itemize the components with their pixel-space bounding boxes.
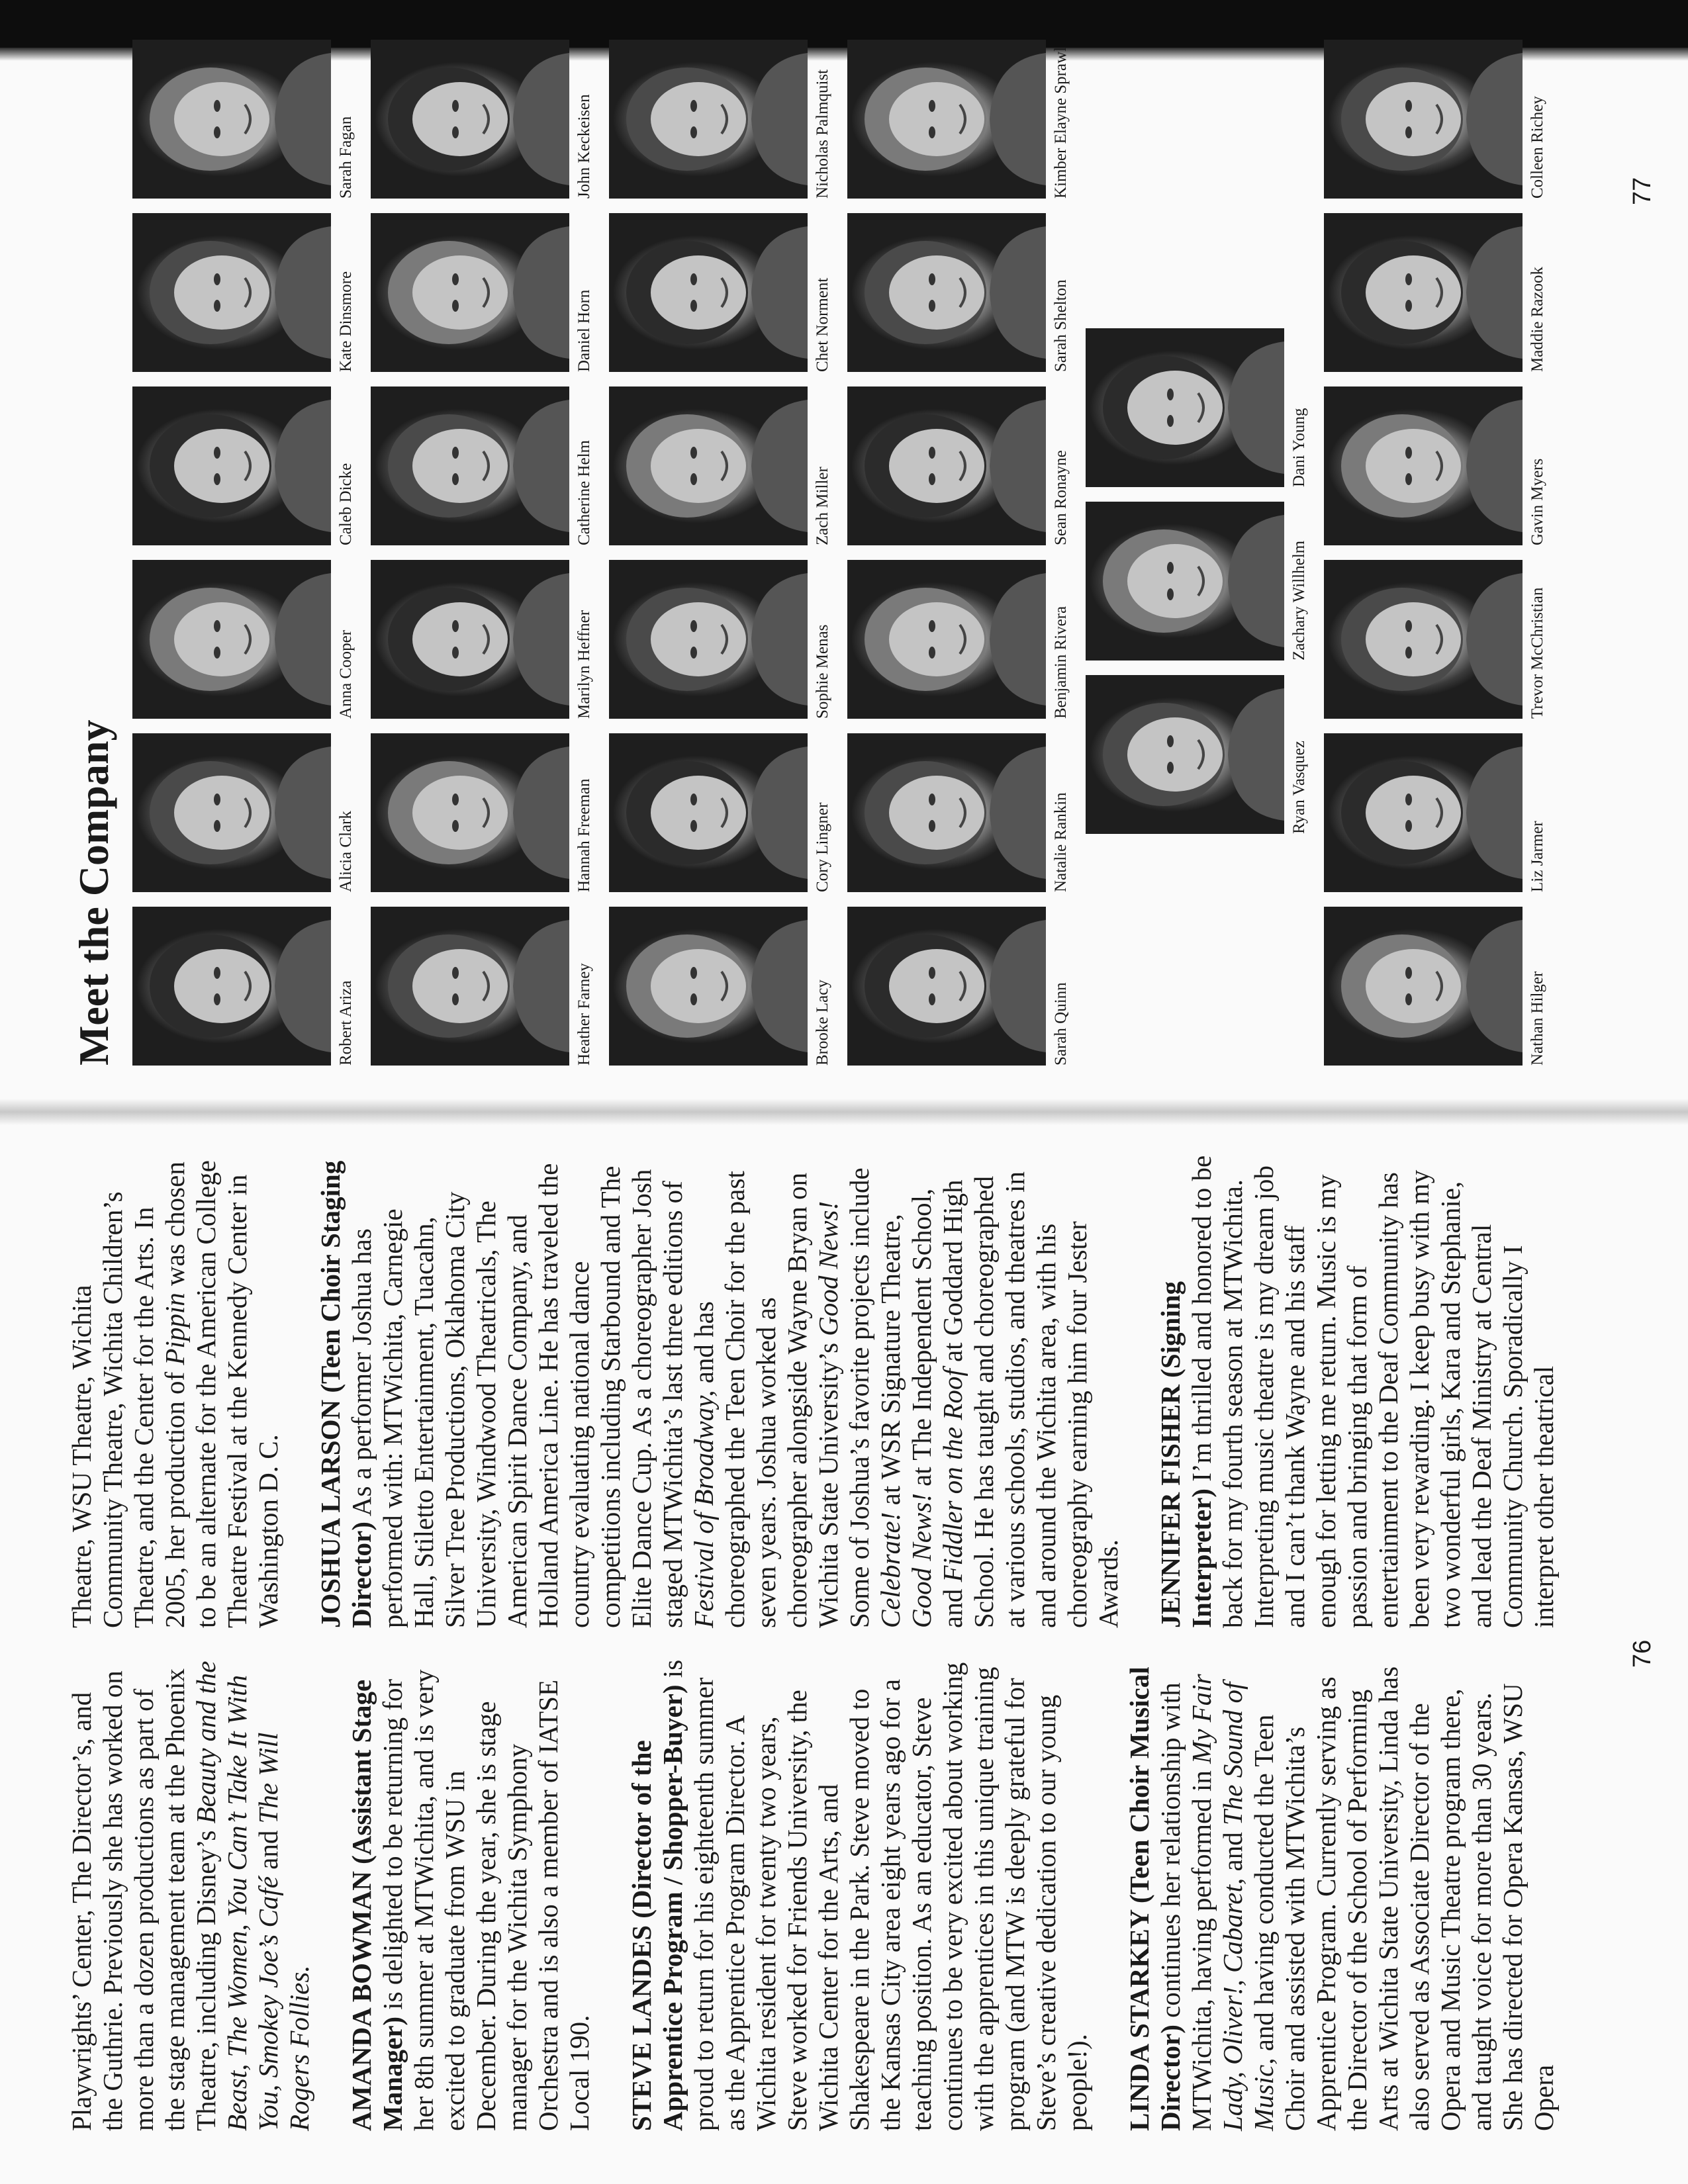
face-shape: [889, 776, 984, 850]
portrait-silhouette-icon: [1324, 733, 1523, 892]
headshot-name: Brooke Lacy: [814, 979, 831, 1066]
eye-shape: [452, 967, 459, 979]
eye-shape: [929, 100, 935, 112]
headshot-card: [847, 40, 1071, 199]
eye-shape: [214, 100, 220, 112]
headshot-card: [1086, 328, 1309, 487]
shoulders-shape: [275, 400, 331, 532]
headshot-card: [132, 907, 356, 1066]
headshot-card: [132, 40, 356, 199]
portrait-silhouette-icon: [132, 213, 331, 372]
face-shape: [412, 949, 508, 1023]
eye-shape: [1405, 100, 1412, 112]
shoulders-shape: [275, 53, 331, 185]
portrait-silhouette-icon: [847, 213, 1046, 372]
portrait-silhouette-icon: [847, 387, 1046, 545]
headshot-card: [371, 387, 594, 545]
shoulders-shape: [990, 53, 1046, 185]
portrait-silhouette-icon: [132, 387, 331, 545]
eye-shape: [452, 273, 459, 285]
portrait-silhouette-icon: [609, 387, 808, 545]
headshot-name: Catherine Helm: [575, 440, 593, 545]
headshot-name: Cory Lingner: [814, 802, 831, 892]
portrait-silhouette-icon: [1324, 40, 1523, 199]
shoulders-shape: [990, 747, 1046, 879]
shoulders-shape: [751, 53, 808, 185]
eye-shape: [929, 126, 935, 138]
headshot-photo: [847, 387, 1046, 545]
face-shape: [889, 82, 984, 156]
eye-shape: [214, 447, 220, 459]
headshot-photo: [132, 387, 331, 545]
portrait-silhouette-icon: [609, 213, 808, 372]
headshot-photo: [132, 560, 331, 719]
eye-shape: [1167, 388, 1174, 400]
eye-shape: [214, 273, 220, 285]
headshot-card: [132, 213, 356, 372]
headshot-name: Sarah Shelton: [1052, 279, 1070, 372]
face-shape: [412, 776, 508, 850]
face-shape: [1366, 949, 1461, 1023]
headshot-photo: [132, 213, 331, 372]
shoulders-shape: [990, 573, 1046, 705]
headshot-name: Nicholas Palmquist: [814, 69, 831, 199]
eye-shape: [1167, 762, 1174, 774]
headshot-photo: [609, 733, 808, 892]
eye-shape: [452, 100, 459, 112]
headshot-name: Zach Miller: [814, 467, 831, 545]
shoulders-shape: [990, 400, 1046, 532]
headshot-photo: [847, 560, 1046, 719]
headshot-card: [609, 560, 833, 719]
shoulders-shape: [513, 53, 569, 185]
headshot-card: [1324, 387, 1548, 545]
headshot-name: Caleb Dicke: [337, 463, 355, 545]
portrait-silhouette-icon: [371, 560, 569, 719]
headshot-name: Marilyn Heffner: [575, 610, 593, 719]
bio-jennifer-fisher: JENNIFER FISHER (Signing Interpreter) I’m thrilled and honored to be back for my fourth season at MTWichita. Interpreting music theatre is my dream job and I can’t thank Wayne and his staff enough for letting me return. Music is my passion and bringing that form of entertainment to the Deaf Community has been very rewarding. I keep busy with my two wonderful girls, Kara and Stephanie, and lead the Deaf Ministry at Central Community Church. Sporadically I interpret other theatrical: [1155, 1155, 1559, 1628]
face-shape: [651, 949, 746, 1023]
headshot-row: [371, 40, 594, 1066]
headshot-card: [1324, 40, 1548, 199]
headshot-name: Dani Young: [1290, 408, 1308, 487]
headshot-photo: [371, 387, 569, 545]
headshot-name: Ryan Vasquez: [1290, 741, 1308, 834]
headshot-photo: [132, 733, 331, 892]
portrait-silhouette-icon: [132, 560, 331, 719]
eye-shape: [214, 473, 220, 485]
eye-shape: [452, 300, 459, 312]
headshot-card: [371, 560, 594, 719]
shoulders-shape: [1228, 688, 1284, 821]
headshot-name: Sean Ronayne: [1052, 450, 1070, 545]
eye-shape: [1405, 447, 1412, 459]
headshot-photo: [1086, 675, 1284, 834]
bio-joshua-larson: JOSHUA LARSON (Teen Choir Staging Director) As a performer Joshua has performed with: MTWichita, Carnegie Hall, Stiletto Entertainment, Tuacahn, Silver Tree Productions, Oklahoma City University, Windwood Theatricals, The American Spirit Dance Company, and Holland America Line. He has traveled the country evaluating national dance competitions including Starbound and The Elite Dance Cup. As a choreographer Josh staged MTWichita’s last three editions of Festival of Broadway, and has choreographed the Teen Choir for the past seven years. Joshua worked as choreographer alongside Wayne Bryan on Wichita State University’s Good News! Some of Joshua’s favorite projects include Celebrate! at WSR Signature Theatre, Good News! at The Independent School, and Fiddler on the Roof at Goddard High School. He has taught and choreographed at various schools, studios, and theatres in and around the Wichita area, with his choreography earning him four Jester Awards.: [315, 1160, 1123, 1628]
headshot-card: [132, 387, 356, 545]
headshot-card: [609, 733, 833, 892]
headshot-photo: [847, 907, 1046, 1066]
eye-shape: [929, 647, 935, 659]
eye-shape: [452, 126, 459, 138]
eye-shape: [452, 473, 459, 485]
headshot-row: [132, 40, 356, 1066]
headshot-card: [1086, 675, 1309, 834]
face-shape: [1127, 544, 1223, 618]
eye-shape: [690, 447, 697, 459]
portrait-silhouette-icon: [371, 40, 569, 199]
headshot-name: John Keckeisen: [575, 94, 593, 199]
eye-shape: [929, 794, 935, 805]
eye-shape: [1167, 415, 1174, 427]
eye-shape: [214, 820, 220, 832]
eye-shape: [690, 273, 697, 285]
face-shape: [651, 776, 746, 850]
face-shape: [412, 602, 508, 676]
headshot-name: Heather Farney: [575, 963, 593, 1066]
face-shape: [412, 255, 508, 330]
eye-shape: [690, 300, 697, 312]
shoulders-shape: [275, 573, 331, 705]
shoulders-shape: [990, 920, 1046, 1052]
headshot-card: [371, 733, 594, 892]
headshot-photo: [132, 907, 331, 1066]
portrait-silhouette-icon: [1086, 328, 1284, 487]
shoulders-shape: [513, 400, 569, 532]
face-shape: [651, 429, 746, 503]
eye-shape: [1405, 794, 1412, 805]
headshot-photo: [1086, 502, 1284, 660]
shoulders-shape: [1228, 341, 1284, 474]
shoulders-shape: [751, 573, 808, 705]
headshot-name: Kimber Elayne Sprawl: [1052, 46, 1070, 199]
headshot-card: [1324, 560, 1548, 719]
portrait-silhouette-icon: [609, 40, 808, 199]
headshot-card: [132, 733, 356, 892]
shoulders-shape: [513, 573, 569, 705]
headshot-photo: [371, 213, 569, 372]
eye-shape: [1405, 820, 1412, 832]
headshot-name: Alicia Clark: [337, 811, 355, 892]
face-shape: [889, 429, 984, 503]
portrait-silhouette-icon: [132, 733, 331, 892]
shoulders-shape: [751, 920, 808, 1052]
headshot-name: Nathan Hilger: [1528, 971, 1546, 1066]
face-shape: [174, 255, 269, 330]
eye-shape: [1405, 993, 1412, 1005]
eye-shape: [214, 993, 220, 1005]
eye-shape: [929, 967, 935, 979]
shoulders-shape: [751, 226, 808, 359]
eye-shape: [214, 647, 220, 659]
headshot-card: [371, 907, 594, 1066]
headshot-name: Natalie Rankin: [1052, 792, 1070, 892]
portrait-silhouette-icon: [371, 733, 569, 892]
headshot-card: [371, 40, 594, 199]
portrait-silhouette-icon: [371, 213, 569, 372]
eye-shape: [214, 300, 220, 312]
headshot-photo: [371, 733, 569, 892]
headshot-name: Chet Norment: [814, 277, 831, 372]
face-shape: [651, 255, 746, 330]
headshot-row: [847, 40, 1071, 1066]
shoulders-shape: [751, 747, 808, 879]
eye-shape: [690, 126, 697, 138]
headshot-name: Robert Ariza: [337, 980, 355, 1066]
headshot-photo: [1086, 328, 1284, 487]
headshot-name: Sarah Quinn: [1052, 982, 1070, 1066]
headshot-card: [609, 213, 833, 372]
portrait-silhouette-icon: [609, 733, 808, 892]
headshot-photo: [609, 213, 808, 372]
eye-shape: [452, 620, 459, 632]
headshot-photo: [609, 907, 808, 1066]
eye-shape: [1167, 588, 1174, 600]
face-shape: [174, 429, 269, 503]
headshot-name: Colleen Richey: [1528, 96, 1546, 199]
face-shape: [1366, 776, 1461, 850]
shoulders-shape: [751, 400, 808, 532]
eye-shape: [690, 794, 697, 805]
portrait-silhouette-icon: [609, 560, 808, 719]
eye-shape: [1167, 735, 1174, 747]
eye-shape: [1167, 562, 1174, 574]
face-shape: [174, 82, 269, 156]
headshot-card: [1086, 502, 1309, 660]
face-shape: [1127, 371, 1223, 445]
headshot-card: [609, 40, 833, 199]
eye-shape: [1405, 473, 1412, 485]
headshot-name: Benjamin Rivera: [1052, 606, 1070, 719]
face-shape: [174, 776, 269, 850]
headshot-card: [847, 560, 1071, 719]
bio-linda-starkey: LINDA STARKEY (Teen Choir Musical Director) continues her relationship with MTWichita, having performed in My Fair Lady, Oliver!, Cabaret, and The Sound of Music, and having conducted the Teen Choir and assisted with MTWichita’s Apprentice Program. Currently serving as the Director of the School of Performing Arts at Wichita State University, Linda has also served as Associate Director of the Opera and Music Theatre program there, and taught voice for more than 30 years. She has directed for Opera Kansas, WSU Opera: [1124, 1666, 1559, 2131]
eye-shape: [929, 473, 935, 485]
eye-shape: [452, 647, 459, 659]
headshot-photo: [847, 213, 1046, 372]
eye-shape: [929, 993, 935, 1005]
face-shape: [889, 255, 984, 330]
headshot-row: [609, 40, 833, 1066]
face-shape: [1127, 717, 1223, 792]
eye-shape: [929, 820, 935, 832]
face-shape: [651, 602, 746, 676]
portrait-silhouette-icon: [1324, 213, 1523, 372]
eye-shape: [690, 647, 697, 659]
face-shape: [1366, 82, 1461, 156]
portrait-silhouette-icon: [1086, 502, 1284, 660]
eye-shape: [214, 126, 220, 138]
headshot-photo: [1324, 560, 1523, 719]
headshot-card: [1324, 213, 1548, 372]
shoulders-shape: [1466, 226, 1523, 359]
eye-shape: [690, 100, 697, 112]
headshot-grid: [132, 40, 1562, 1066]
headshot-photo: [609, 387, 808, 545]
eye-shape: [929, 447, 935, 459]
shoulders-shape: [1466, 920, 1523, 1052]
eye-shape: [214, 794, 220, 805]
face-shape: [412, 82, 508, 156]
bio-column-2: [66, 1152, 1559, 1628]
shoulders-shape: [275, 226, 331, 359]
page-number-right: 77: [1628, 177, 1656, 205]
shoulders-shape: [1228, 515, 1284, 647]
headshot-photo: [609, 560, 808, 719]
headshot-name: Kate Dinsmore: [337, 271, 355, 372]
portrait-silhouette-icon: [847, 560, 1046, 719]
face-shape: [174, 602, 269, 676]
portrait-silhouette-icon: [847, 733, 1046, 892]
shoulders-shape: [513, 226, 569, 359]
headshot-card: [609, 907, 833, 1066]
headshot-name: Sarah Fagan: [337, 116, 355, 199]
headshot-card: [1324, 907, 1548, 1066]
shoulders-shape: [990, 226, 1046, 359]
headshot-photo: [371, 907, 569, 1066]
eye-shape: [1405, 126, 1412, 138]
eye-shape: [1405, 647, 1412, 659]
portrait-silhouette-icon: [132, 907, 331, 1066]
headshot-photo: [1324, 40, 1523, 199]
eye-shape: [1405, 620, 1412, 632]
face-shape: [174, 949, 269, 1023]
eye-shape: [929, 300, 935, 312]
eye-shape: [1405, 300, 1412, 312]
eye-shape: [690, 820, 697, 832]
face-shape: [1366, 429, 1461, 503]
eye-shape: [690, 993, 697, 1005]
headshot-photo: [1324, 907, 1523, 1066]
headshot-row: [1324, 40, 1548, 1066]
eye-shape: [929, 273, 935, 285]
headshot-card: [847, 907, 1071, 1066]
portrait-silhouette-icon: [371, 907, 569, 1066]
eye-shape: [690, 620, 697, 632]
shoulders-shape: [1466, 573, 1523, 705]
headshot-photo: [371, 560, 569, 719]
eye-shape: [214, 620, 220, 632]
headshot-card: [847, 387, 1071, 545]
portrait-silhouette-icon: [609, 907, 808, 1066]
page-title: Meet the Company: [70, 719, 117, 1066]
portrait-silhouette-icon: [847, 40, 1046, 199]
headshot-name: Trevor McChristian: [1528, 587, 1546, 719]
eye-shape: [452, 993, 459, 1005]
headshot-photo: [1324, 733, 1523, 892]
portrait-silhouette-icon: [847, 907, 1046, 1066]
headshot-photo: [1324, 213, 1523, 372]
eye-shape: [1405, 967, 1412, 979]
eye-shape: [929, 620, 935, 632]
face-shape: [889, 949, 984, 1023]
headshot-name: Maddie Razook: [1528, 267, 1546, 372]
headshot-photo: [1324, 387, 1523, 545]
bio-steve-landes: STEVE LANDES (Director of the Apprentice Program / Shopper-Buyer) is proud to return for his eighteenth summer as the Apprentice Program Director. A Wichita resident for twenty two years, Steve worked for Friends University, the Wichita Center for the Arts, and Shakespeare in the Park. Steve moved to the Kansas City area eight years ago for a teaching position. As an educator, Steve continues to be very excited about working with the apprentices in this unique training program (and MTW is deeply grateful for Steve’s creative dedication to our young people!).: [626, 1659, 1092, 2131]
headshot-photo: [609, 40, 808, 199]
face-shape: [889, 602, 984, 676]
face-shape: [651, 82, 746, 156]
eye-shape: [690, 473, 697, 485]
portrait-silhouette-icon: [1324, 560, 1523, 719]
shoulders-shape: [275, 747, 331, 879]
shoulders-shape: [1466, 747, 1523, 879]
headshot-name: Liz Jarmer: [1528, 821, 1546, 892]
headshot-photo: [371, 40, 569, 199]
eye-shape: [452, 794, 459, 805]
shoulders-shape: [1466, 400, 1523, 532]
portrait-silhouette-icon: [1086, 675, 1284, 834]
shoulders-shape: [513, 920, 569, 1052]
portrait-silhouette-icon: [1324, 907, 1523, 1066]
eye-shape: [690, 967, 697, 979]
headshot-name: Gavin Myers: [1528, 458, 1546, 545]
headshot-photo: [132, 40, 331, 199]
headshot-name: Daniel Horn: [575, 289, 593, 372]
headshot-photo: [847, 733, 1046, 892]
headshot-name: Sophie Menas: [814, 624, 831, 719]
eye-shape: [214, 967, 220, 979]
headshot-card: [371, 213, 594, 372]
shoulders-shape: [513, 747, 569, 879]
face-shape: [1366, 255, 1461, 330]
portrait-silhouette-icon: [1324, 387, 1523, 545]
eye-shape: [452, 820, 459, 832]
headshot-row: [1086, 40, 1309, 834]
headshot-name: Anna Cooper: [337, 630, 355, 719]
face-shape: [1366, 602, 1461, 676]
shoulders-shape: [275, 920, 331, 1052]
headshot-card: [1324, 733, 1548, 892]
eye-shape: [452, 447, 459, 459]
headshot-name: Hannah Freeman: [575, 778, 593, 892]
portrait-silhouette-icon: [371, 387, 569, 545]
portrait-silhouette-icon: [132, 40, 331, 199]
headshot-card: [132, 560, 356, 719]
headshot-card: [847, 733, 1071, 892]
bio-continued: Playwrights’ Center, The Director’s, and the Guthrie. Previously she has worked on more than a dozen productions as part of the stage management team at the Phoenix Theatre, including Disney’s Beauty and the Beast, The Women, You Can’t Take It With You, Smokey Joe’s Café and The Will Rogers Follies.: [66, 1661, 314, 2131]
face-shape: [412, 429, 508, 503]
eye-shape: [1405, 273, 1412, 285]
shoulders-shape: [1466, 53, 1523, 185]
headshot-card: [609, 387, 833, 545]
headshot-photo: [847, 40, 1046, 199]
bio-page: [0, 1112, 1688, 2184]
bio-column-1: [66, 1655, 1559, 2131]
headshot-name: Zachary Willhelm: [1290, 540, 1308, 660]
page-number-left: 76: [1628, 1639, 1656, 1668]
bio-amanda-bowman: AMANDA BOWMAN (Assistant Stage Manager) is delighted to be returning for her 8th summer at MTWichita, and is very excited to graduate from WSU in December. During the year, she is stage manager for the Wichita Symphony Orchestra and is also a member of IATSE Local 190.: [346, 1669, 594, 2131]
headshot-card: [847, 213, 1071, 372]
bio-continued-2: Theatre, WSU Theatre, Wichita Community Theatre, Wichita Children’s Theatre, and the Center for the Arts. In 2005, her production of Pippin was chosen to be an alternate for the American College Theatre Festival at the Kennedy Center in Washington D. C.: [66, 1160, 283, 1628]
